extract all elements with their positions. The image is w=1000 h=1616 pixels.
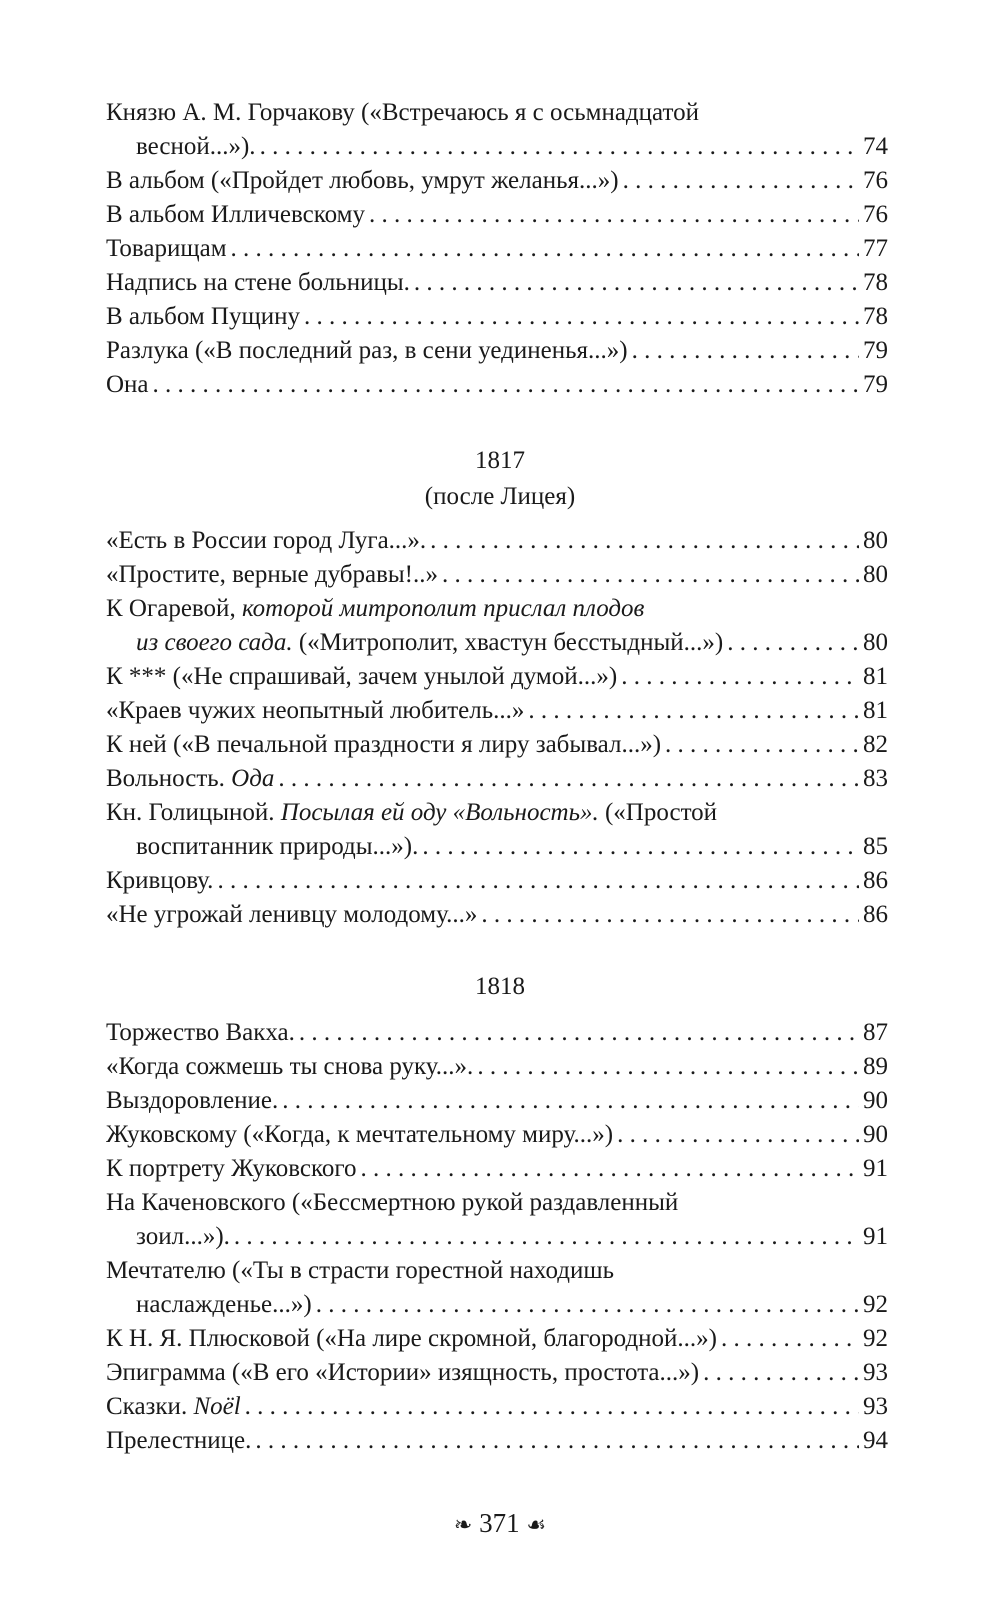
- entry-page: 93: [863, 1359, 888, 1386]
- entry-page: 91: [863, 1155, 888, 1182]
- leader-dots: [153, 368, 859, 402]
- leader-dots: [727, 626, 859, 660]
- entry-page: 93: [863, 1393, 888, 1420]
- section-year: 1817: [475, 447, 525, 474]
- entry-page: 86: [863, 867, 888, 894]
- entry-title-plain: К Огаревой,: [106, 595, 242, 622]
- toc-entry: [106, 1186, 888, 1254]
- toc-entry: [106, 1356, 888, 1390]
- toc-entry: [106, 1050, 888, 1084]
- entry-page: 81: [863, 697, 888, 724]
- leader-dots: [665, 728, 859, 762]
- entry-title: [106, 592, 644, 626]
- entry-page: 81: [863, 663, 888, 690]
- entry-page: 77: [863, 235, 888, 262]
- leader-dots: [255, 1424, 859, 1458]
- entry-title: Мечтателю («Ты в страсти горестной находишь: [106, 1257, 615, 1284]
- leader-dots: [234, 1220, 859, 1254]
- entry-title-cont: наслажденье...»): [136, 1291, 312, 1318]
- entry-title: В альбом Пущину: [106, 303, 300, 330]
- entry-page: 87: [863, 1019, 888, 1046]
- toc-entry: [106, 1016, 888, 1050]
- entry-title-plain: Кн. Голицыной.: [106, 799, 281, 826]
- entry-page: 85: [863, 833, 888, 860]
- entry-page: 94: [863, 1427, 888, 1454]
- leader-dots: [299, 1016, 859, 1050]
- entry-page: 86: [863, 901, 888, 928]
- entry-page: 90: [863, 1087, 888, 1114]
- entry-title-plain: («Митрополит, хвастун бесстыдный...»): [292, 629, 724, 656]
- section-subtitle: (после Лицея): [424, 483, 576, 510]
- page-footer: [0, 1506, 1000, 1542]
- entry-title: Разлука («В последний раз, в сени уединенья...»): [106, 337, 628, 364]
- entry-title: В альбом Илличевскому: [106, 201, 365, 228]
- entry-page: 90: [863, 1121, 888, 1148]
- leader-dots: [617, 1118, 859, 1152]
- entry-title: «Простите, верные дубравы!..»: [106, 561, 439, 588]
- ornament-right-icon: ☙: [526, 1512, 547, 1537]
- entry-page: 76: [863, 167, 888, 194]
- toc-entry: [106, 762, 888, 796]
- entry-title-cont: воспитанник природы...»).: [136, 833, 419, 860]
- entry-page: 92: [863, 1291, 888, 1318]
- entry-page: 76: [863, 201, 888, 228]
- entry-title: К портрету Жуковского: [106, 1155, 357, 1182]
- toc-entry: [106, 1424, 888, 1458]
- entry-title: Товарищам: [106, 235, 227, 262]
- entry-title-cont: [136, 626, 723, 660]
- entry-title: «Не угрожай ленивцу молодому...»: [106, 901, 478, 928]
- entry-title: Прелестнице.: [106, 1427, 252, 1454]
- entry-page: 89: [863, 1053, 888, 1080]
- leader-dots: [481, 898, 859, 932]
- entry-title: «Краев чужих неопытный любитель...»: [106, 697, 525, 724]
- entry-title: [106, 1390, 241, 1424]
- toc-entry: [106, 1118, 888, 1152]
- entry-title-cont: весной...»).: [136, 133, 256, 160]
- toc-entry: [106, 368, 888, 402]
- page-number: 371: [479, 1508, 520, 1538]
- entry-title: «Когда сожмешь ты снова руку...».: [106, 1053, 474, 1080]
- toc-entry: [106, 592, 888, 660]
- toc-entry: [106, 1084, 888, 1118]
- entry-page: 74: [863, 133, 888, 160]
- leader-dots: [621, 660, 859, 694]
- entry-title: Надпись на стене больницы.: [106, 269, 410, 296]
- entry-title-italic: которой митрополит прислал плодов: [241, 595, 645, 622]
- leader-dots: [260, 130, 859, 164]
- entry-page: 78: [863, 303, 888, 330]
- ornament-left-icon: ❧: [453, 1512, 473, 1537]
- leader-dots: [316, 1288, 859, 1322]
- entry-title: Жуковскому («Когда, к мечтательному миру...»): [106, 1121, 614, 1148]
- toc-entry: [106, 266, 888, 300]
- entry-title: «Есть в России город Луга...».: [106, 527, 427, 554]
- entry-title-italic: Noёl: [193, 1393, 241, 1420]
- entry-title: Торжество Вакха.: [106, 1019, 295, 1046]
- toc-entry: [106, 728, 888, 762]
- toc-entry: [106, 164, 888, 198]
- leader-dots: [217, 864, 859, 898]
- toc-entry: [106, 334, 888, 368]
- leader-dots: [282, 1084, 859, 1118]
- toc-entry: [106, 1322, 888, 1356]
- entry-title: Эпиграмма («В его «Истории» изящность, простота...»): [106, 1359, 700, 1386]
- entry-page: 83: [863, 765, 888, 792]
- entry-page: 80: [863, 561, 888, 588]
- entry-title-italic: Посылая ей оду «Вольность».: [280, 799, 599, 826]
- entry-title-cont: зоил...»).: [136, 1223, 230, 1250]
- toc-entry: [106, 898, 888, 932]
- toc-entry: [106, 198, 888, 232]
- entry-title: К *** («Не спрашивай, зачем унылой думой...»): [106, 663, 618, 690]
- entry-page: 91: [863, 1223, 888, 1250]
- leader-dots: [442, 558, 859, 592]
- entry-page: 78: [863, 269, 888, 296]
- entry-title: Князю А. М. Горчакову («Встречаюсь я с осьмнадцатой: [106, 99, 699, 126]
- leader-dots: [422, 830, 859, 864]
- leader-dots: [414, 266, 859, 300]
- toc-entry: [106, 694, 888, 728]
- toc-entry: [106, 558, 888, 592]
- toc-entry: [106, 1390, 888, 1424]
- leader-dots: [632, 334, 859, 368]
- entry-title: [106, 762, 274, 796]
- leader-dots: [721, 1322, 859, 1356]
- leader-dots: [528, 694, 859, 728]
- toc-entry: [106, 300, 888, 334]
- toc-entry: [106, 524, 888, 558]
- entry-page: 82: [863, 731, 888, 758]
- leader-dots: [278, 762, 859, 796]
- leader-dots: [623, 164, 859, 198]
- toc-entry: [106, 1152, 888, 1186]
- entry-page: 79: [863, 371, 888, 398]
- entry-page: 92: [863, 1325, 888, 1352]
- entry-title: Она: [106, 371, 149, 398]
- entry-title-italic: из своего сада.: [136, 629, 293, 656]
- entry-title: К ней («В печальной праздности я лиру забывал...»): [106, 731, 662, 758]
- toc-entry: [106, 796, 888, 864]
- entry-title: [106, 796, 717, 830]
- leader-dots: [477, 1050, 859, 1084]
- section-year: 1818: [475, 973, 525, 1000]
- leader-dots: [369, 198, 859, 232]
- entry-title-plain: («Простой: [598, 799, 718, 826]
- entry-title: Кривцову.: [106, 867, 214, 894]
- leader-dots: [703, 1356, 859, 1390]
- leader-dots: [430, 524, 859, 558]
- entry-page: 80: [863, 629, 888, 656]
- toc-entry: [106, 1254, 888, 1322]
- leader-dots: [231, 232, 859, 266]
- entry-page: 79: [863, 337, 888, 364]
- entry-page: 80: [863, 527, 888, 554]
- toc-entry: [106, 232, 888, 266]
- entry-title-plain: Вольность.: [106, 765, 232, 792]
- toc-entry: [106, 864, 888, 898]
- leader-dots: [360, 1152, 859, 1186]
- leader-dots: [304, 300, 859, 334]
- entry-title-italic: Ода: [231, 765, 275, 792]
- entry-title: На Каченовского («Бессмертною рукой раздавленный: [106, 1189, 679, 1216]
- leader-dots: [245, 1390, 859, 1424]
- entry-title: Выздоровление.: [106, 1087, 279, 1114]
- entry-title-plain: Сказки.: [106, 1393, 194, 1420]
- toc-entry: [106, 96, 888, 164]
- toc-entry: [106, 660, 888, 694]
- entry-title: В альбом («Пройдет любовь, умрут желанья...»): [106, 167, 619, 194]
- entry-title: К Н. Я. Плюсковой («На лире скромной, благородной...»): [106, 1325, 717, 1352]
